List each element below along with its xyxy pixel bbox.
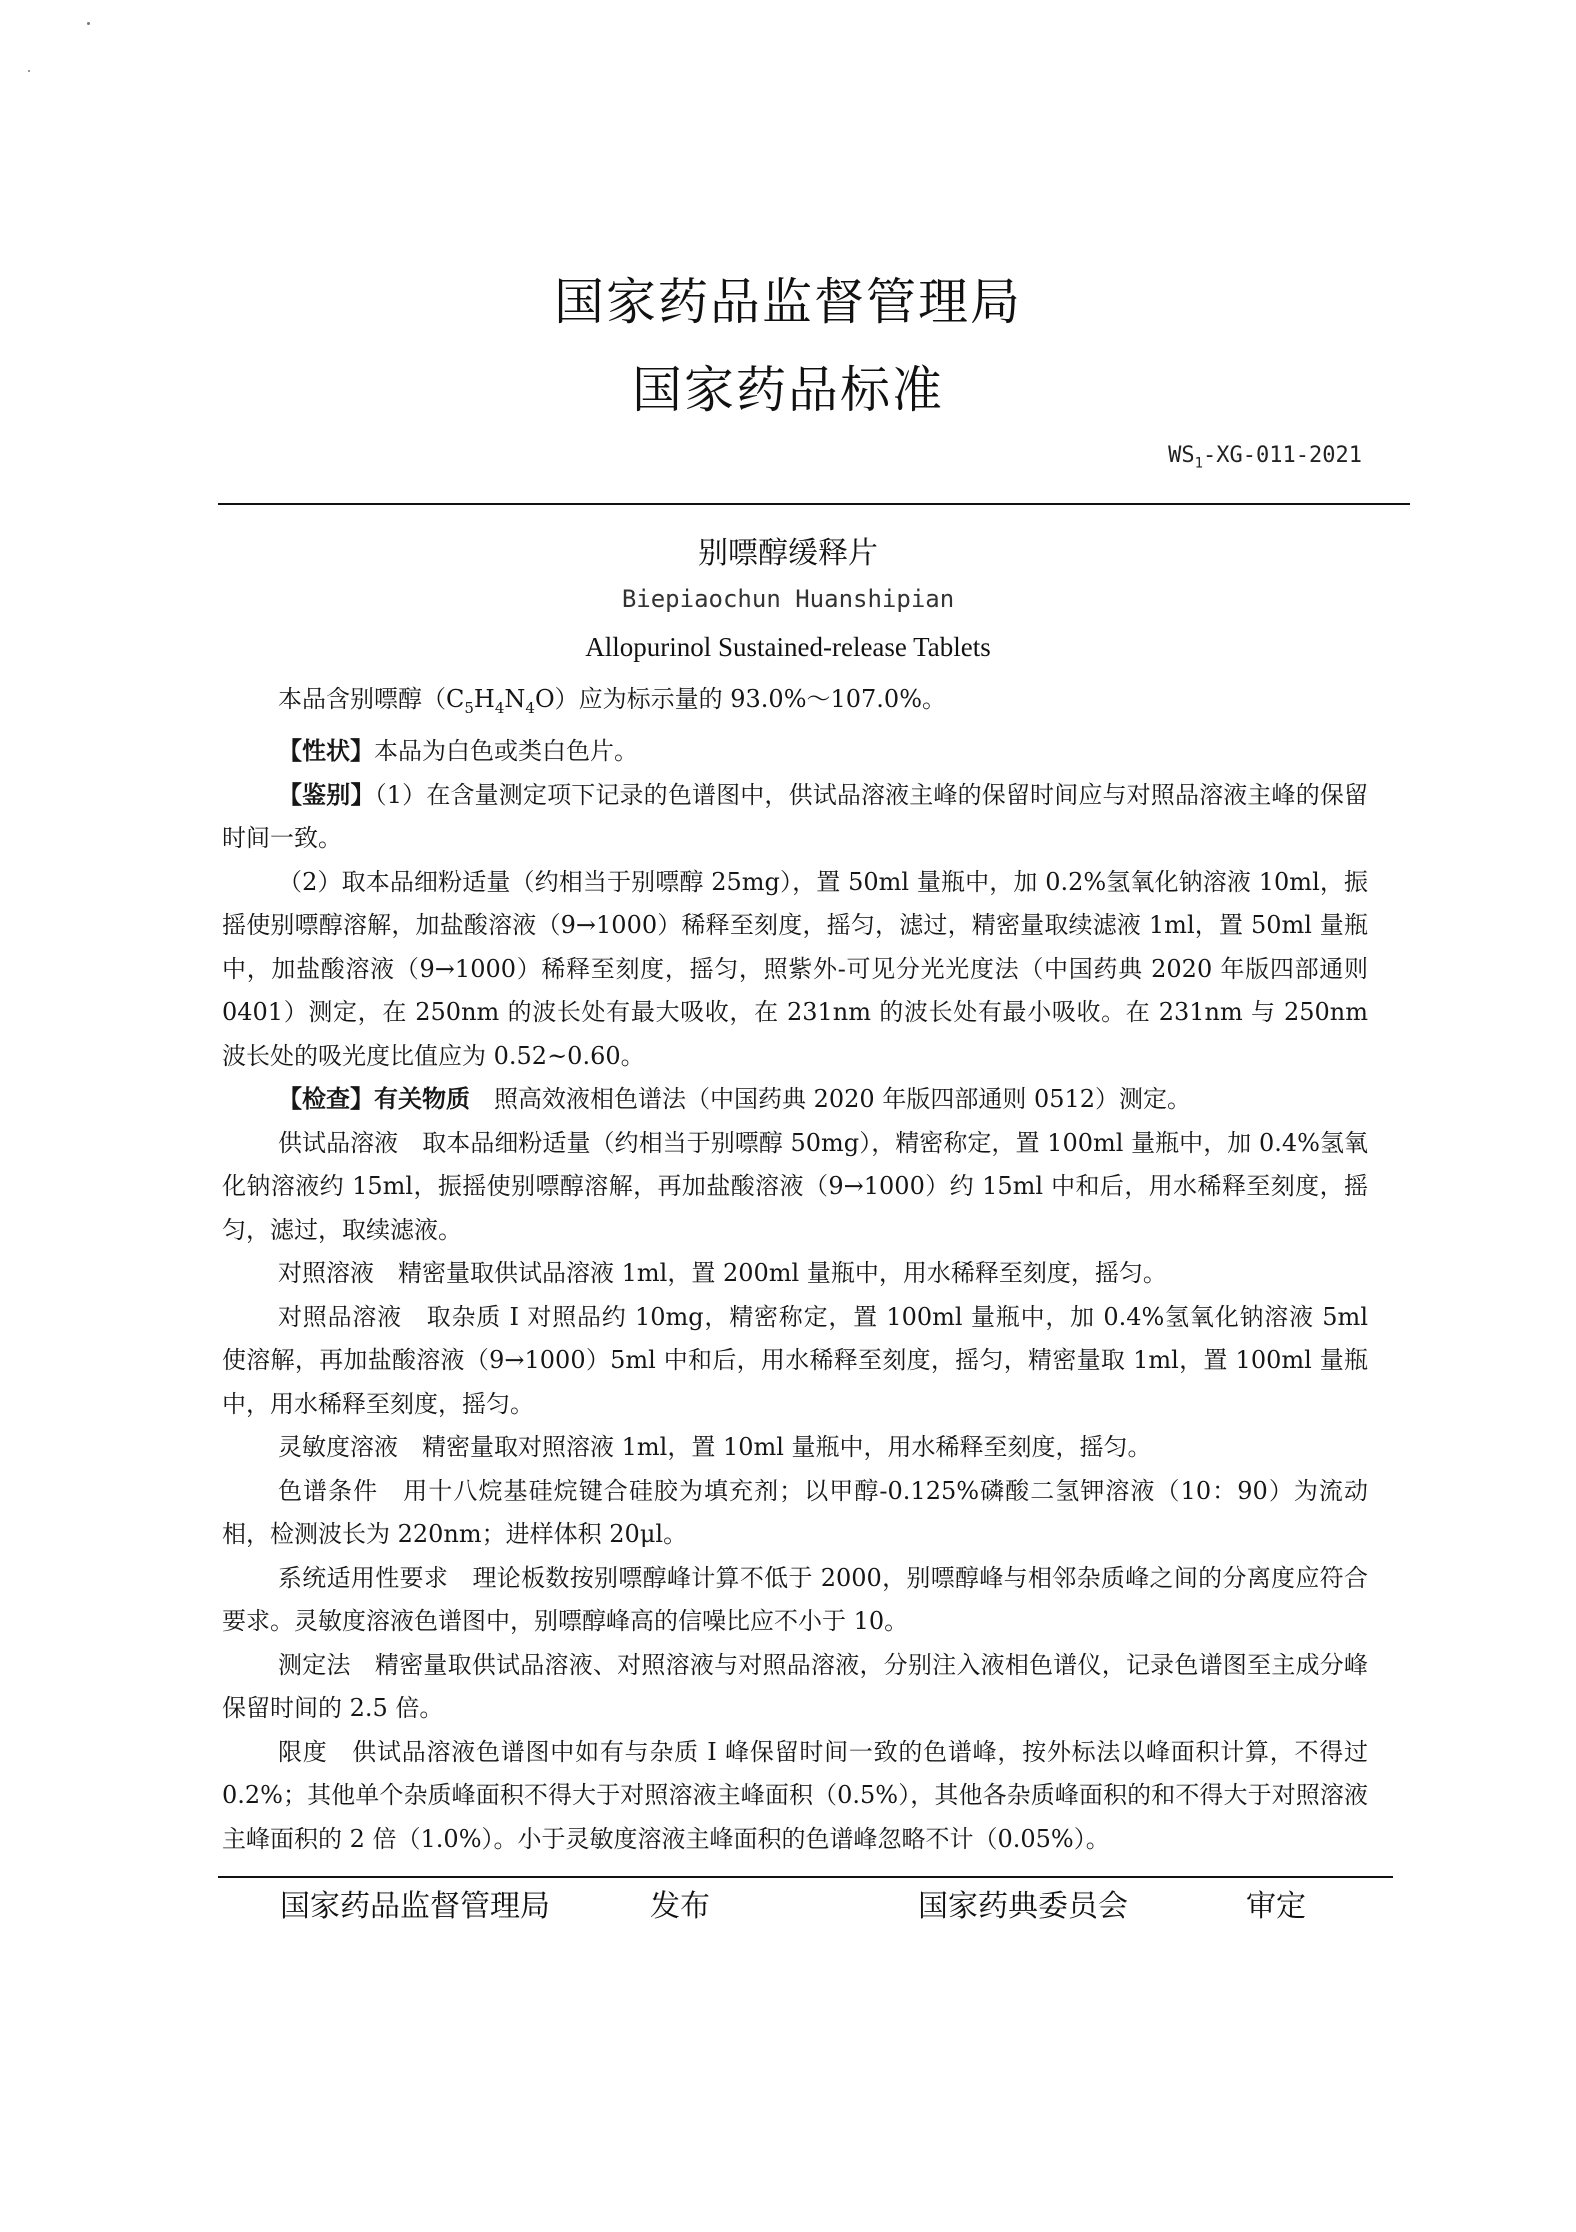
test-solution-paragraph: 供试品溶液 取本品细粉适量（约相当于别嘌醇 50mg），精密称定，置 100ml 量瓶中，加 0.4%氢氧化钠溶液约 15ml，振摇使别嘌醇溶解，再加盐酸溶液（9→1000）约 15ml 中和后，用水稀释至刻度，摇匀，滤过，取续滤液。: [222, 1128, 1368, 1244]
scan-speck: [87, 22, 90, 25]
identification-section: [222, 774, 1368, 861]
review-action: 审定: [1246, 1889, 1306, 1924]
reference-solution-paragraph: 对照品溶液 取杂质 I 对照品约 10mg，精密称定，置 100ml 量瓶中，加 0.4%氢氧化钠溶液 5ml 使溶解，再加盐酸溶液（9→1000）5ml 中和后，用水稀释至刻度，摇匀，精密量取 1ml，置 100ml 量瓶中，用水稀释至刻度，摇匀。: [222, 1302, 1368, 1418]
drug-name-en: Allopurinol Sustained-release Tablets: [585, 632, 991, 662]
identification-text-2: （2）取本品细粉适量（约相当于别嘌醇 25mg），置 50ml 量瓶中，加 0.2%氢氧化钠溶液 10ml，振摇使别嘌醇溶解，加盐酸溶液（9→1000）稀释至刻度，摇匀，滤过，精密量取续滤液 1ml，置 50ml 量瓶中，加盐酸溶液（9→1000）稀释至刻度，摇匀，照紫外-可见分光光度法（中国药典 2020 年版四部通则 0401）测定，在 250nm 的波长处有最大吸收，在 231nm 的波长处有最小吸收。在 231nm 与 250nm 波长处的吸光度比值应为 0.52~0.60。: [222, 867, 1368, 1070]
monograph-body: [222, 678, 1368, 1861]
system-suitability-paragraph: 系统适用性要求 理论板数按别嘌醇峰计算不低于 2000，别嘌醇峰与相邻杂质峰之间的分离度应符合要求。灵敏度溶液色谱图中，别嘌醇峰高的信噪比应不小于 10。: [222, 1563, 1368, 1636]
properties-label: 【性状】: [278, 737, 374, 766]
identification-label: 【鉴别】: [278, 780, 375, 809]
control-solution-paragraph: 对照溶液 精密量取供试品溶液 1ml，置 200ml 量瓶中，用水稀释至刻度，摇匀。: [278, 1259, 1167, 1288]
reviewer-name: 国家药典委员会: [918, 1889, 1128, 1924]
drug-name-cn: 别嘌醇缓释片: [698, 536, 878, 571]
publisher-name: 国家药品监督管理局: [280, 1889, 550, 1924]
standard-code: [1168, 443, 1362, 471]
publish-action: 发布: [650, 1889, 710, 1924]
agency-heading: 国家药品监督管理局: [554, 273, 1022, 331]
scan-speck: [28, 70, 30, 72]
footer-divider: [218, 1876, 1393, 1878]
code-suffix: -XG-011-2021: [1203, 443, 1362, 468]
properties-section: [222, 730, 1368, 774]
related-substances-label: 有关物质: [374, 1085, 470, 1114]
examination-label: 【检查】: [278, 1085, 374, 1114]
drug-name-pinyin: Biepiaochun Huanshipian: [621, 585, 955, 613]
chromatographic-conditions-paragraph: 色谱条件 用十八烷基硅烷键合硅胶为填充剂；以甲醇-0.125%磷酸二氢钾溶液（10：90）为流动相，检测波长为 220nm；进样体积 20μl。: [222, 1476, 1368, 1549]
content-statement: 本品含别嘌醇$(C_5H_4N_4O)$应为标示量的 93.0%～107.0%。: [278, 685, 947, 717]
standard-heading: 国家药品标准: [632, 361, 944, 419]
identification-text-1: （1）在含量测定项下记录的色谱图中，供试品溶液主峰的保留时间应与对照品溶液主峰的保留时间一致。: [222, 780, 1368, 853]
sensitivity-solution-paragraph: 灵敏度溶液 精密量取对照溶液 1ml，置 10ml 量瓶中，用水稀释至刻度，摇匀。: [278, 1433, 1152, 1462]
header-divider: [218, 503, 1410, 505]
code-subscript: 1: [1194, 455, 1204, 472]
limit-paragraph: 限度 供试品溶液色谱图中如有与杂质 I 峰保留时间一致的色谱峰，按外标法以峰面积计算，不得过 0.2%；其他单个杂质峰面积不得大于对照溶液主峰面积（0.5%），其他各杂质峰面积的和不得大于对照溶液主峰面积的 2 倍（1.0%）。小于灵敏度溶液主峰面积的色谱峰忽略不计（0.05%）。: [222, 1737, 1368, 1853]
method-paragraph: 测定法 精密量取供试品溶液、对照溶液与对照品溶液，分别注入液相色谱仪，记录色谱图至主成分峰保留时间的 2.5 倍。: [222, 1650, 1368, 1723]
code-prefix: WS: [1168, 443, 1195, 468]
examination-text: 照高效液相色谱法（中国药典 2020 年版四部通则 0512）测定。: [494, 1085, 1192, 1114]
examination-section: [222, 1078, 1368, 1122]
properties-text: 本品为白色或类白色片。: [374, 737, 638, 766]
